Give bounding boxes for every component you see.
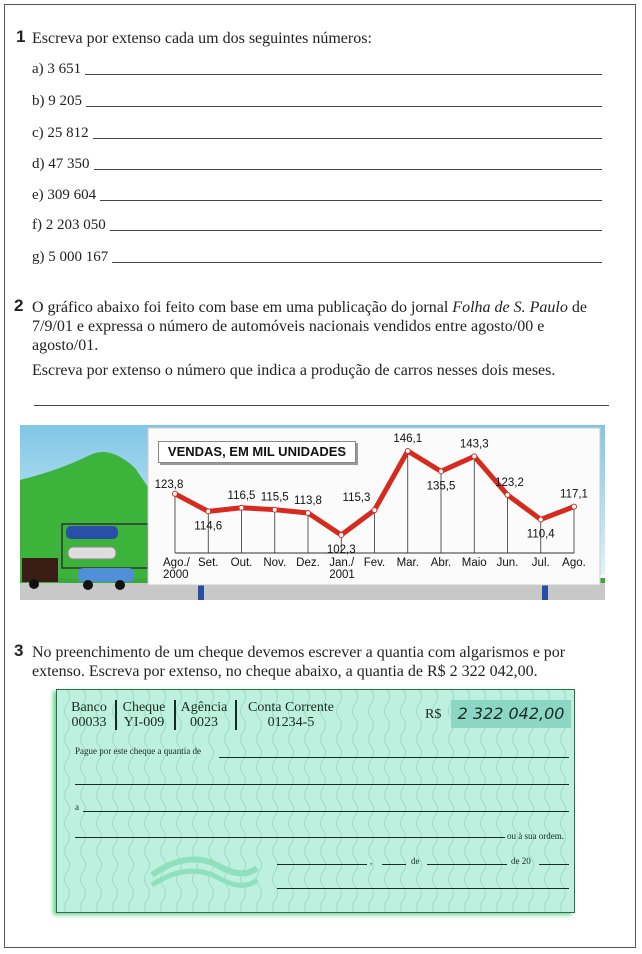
data-label: 113,8 — [294, 494, 322, 507]
x-tick-label: Nov. — [263, 557, 287, 569]
data-point — [206, 509, 211, 514]
data-point — [505, 492, 510, 497]
q2-text-line: agosto/01. — [32, 337, 99, 354]
question-3-number: 3 — [14, 641, 24, 660]
payee-line-1[interactable] — [83, 811, 569, 812]
chart-title: VENDAS, EM MIL UNIDADES — [158, 441, 356, 463]
q2-instruction: Escreva por extenso o número que indica a produção de carros nesses dois meses. — [32, 362, 556, 379]
data-label: 110,4 — [526, 528, 555, 541]
data-label: 143,3 — [459, 438, 489, 451]
q2-text-part: O gráfico abaixo foi feito com base em uma publicação do jornal — [32, 299, 453, 316]
bank-value: 00033 — [71, 715, 107, 730]
currency-label: R$ — [425, 707, 442, 722]
data-point — [405, 449, 410, 454]
billboard-post — [198, 585, 204, 600]
x-tick-label: Dez. — [296, 557, 320, 569]
data-point — [339, 533, 344, 538]
x-tick-label: 2000 — [163, 569, 189, 581]
bank-label: Banco — [71, 700, 107, 715]
x-tick-label: Jan./ — [329, 557, 355, 569]
question-1-text: Escreva por extenso cada um dos seguintes números: — [32, 30, 372, 47]
city-line[interactable] — [277, 864, 367, 865]
amount-words-line-1[interactable] — [219, 757, 569, 758]
item-label: b) 9 205 — [32, 93, 82, 109]
x-tick-label: Ago. — [562, 557, 586, 569]
amount-words-line-2[interactable] — [75, 784, 569, 785]
bank-field — [69, 700, 109, 730]
item-label: g) 5 000 167 — [32, 249, 109, 265]
question-1-number: 1 — [16, 27, 26, 46]
payee-line-2[interactable] — [75, 837, 505, 838]
item-label: f) 2 203 050 — [32, 217, 106, 233]
cheque-value: YI-009 — [123, 715, 165, 730]
account-label: Conta Corrente — [248, 700, 334, 715]
cheque — [56, 689, 575, 913]
divider — [115, 700, 117, 730]
data-point — [306, 510, 311, 515]
question-2-number: 2 — [14, 296, 24, 315]
data-point — [472, 454, 477, 459]
agency-value: 0023 — [190, 715, 218, 730]
cheque-number-field — [119, 700, 169, 730]
data-label: 116,5 — [227, 489, 256, 502]
q2-text-line: 7/9/01 e expressa o número de automóveis nacionais vendidos entre agosto/00 e — [32, 318, 545, 335]
item-label: d) 47 350 — [32, 156, 90, 172]
data-label: 117,1 — [560, 488, 588, 501]
pay-label: Pague por este cheque a quantia de — [75, 746, 201, 756]
data-point — [439, 469, 444, 474]
data-label: 123,2 — [495, 476, 524, 489]
data-label: 123,8 — [154, 478, 184, 491]
newspaper-name: Folha de S. Paulo — [452, 299, 568, 316]
divider — [174, 700, 176, 730]
year-line[interactable] — [539, 864, 569, 865]
data-label: 115,3 — [342, 492, 371, 505]
q2-text-part: de — [567, 299, 587, 316]
x-tick-label: Set. — [198, 557, 219, 569]
x-tick-label: Maio — [461, 557, 487, 569]
signature-line[interactable] — [277, 888, 569, 889]
data-point — [572, 504, 577, 509]
year-prefix: de 20 — [511, 856, 531, 866]
x-tick-label: Abr. — [430, 557, 452, 569]
month-line[interactable] — [427, 864, 507, 865]
data-point — [272, 507, 277, 512]
item-label: e) 309 604 — [32, 187, 97, 203]
question-3-text — [32, 643, 632, 681]
data-label: 102,3 — [326, 544, 356, 557]
data-point — [239, 505, 244, 510]
day-line[interactable] — [382, 864, 406, 865]
item-label: c) 25 812 — [32, 125, 89, 141]
x-tick-label: Mar. — [396, 557, 419, 569]
cheque-label: Cheque — [122, 700, 166, 715]
agency-field — [177, 700, 231, 730]
de-label: de — [411, 856, 420, 866]
x-tick-label: Ago./ — [163, 557, 190, 569]
data-label: 114,6 — [194, 520, 223, 533]
x-tick-label: Jun. — [496, 557, 519, 569]
x-tick-label: Jul. — [531, 557, 550, 569]
q3-text-line: extenso. Escreva por extenso, no cheque abaixo, a quantia de R$ 2 322 042,00. — [32, 663, 538, 680]
x-tick-label: 2001 — [329, 569, 355, 581]
data-point — [538, 517, 543, 522]
x-tick-label: Fev. — [363, 557, 386, 569]
data-point — [173, 491, 178, 496]
divider — [235, 700, 237, 730]
item-label: a) 3 651 — [32, 61, 82, 77]
billboard-post — [542, 585, 548, 600]
amount-box: 2 322 042,00 — [451, 700, 571, 728]
payee-label: a — [75, 802, 79, 812]
data-label: 135,5 — [426, 480, 456, 493]
order-label: ou à sua ordem. — [507, 831, 564, 841]
account-value: 01234-5 — [267, 715, 315, 730]
agency-label: Agência — [180, 700, 228, 715]
comma: , — [370, 856, 373, 866]
account-field — [243, 700, 339, 730]
data-point — [372, 508, 377, 513]
x-tick-label: Out. — [230, 557, 253, 569]
data-label: 146,1 — [393, 433, 423, 445]
q3-text-line: No preenchimento de um cheque devemos escrever a quantia com algarismos e por — [32, 644, 566, 661]
data-label: 115,5 — [260, 491, 289, 504]
